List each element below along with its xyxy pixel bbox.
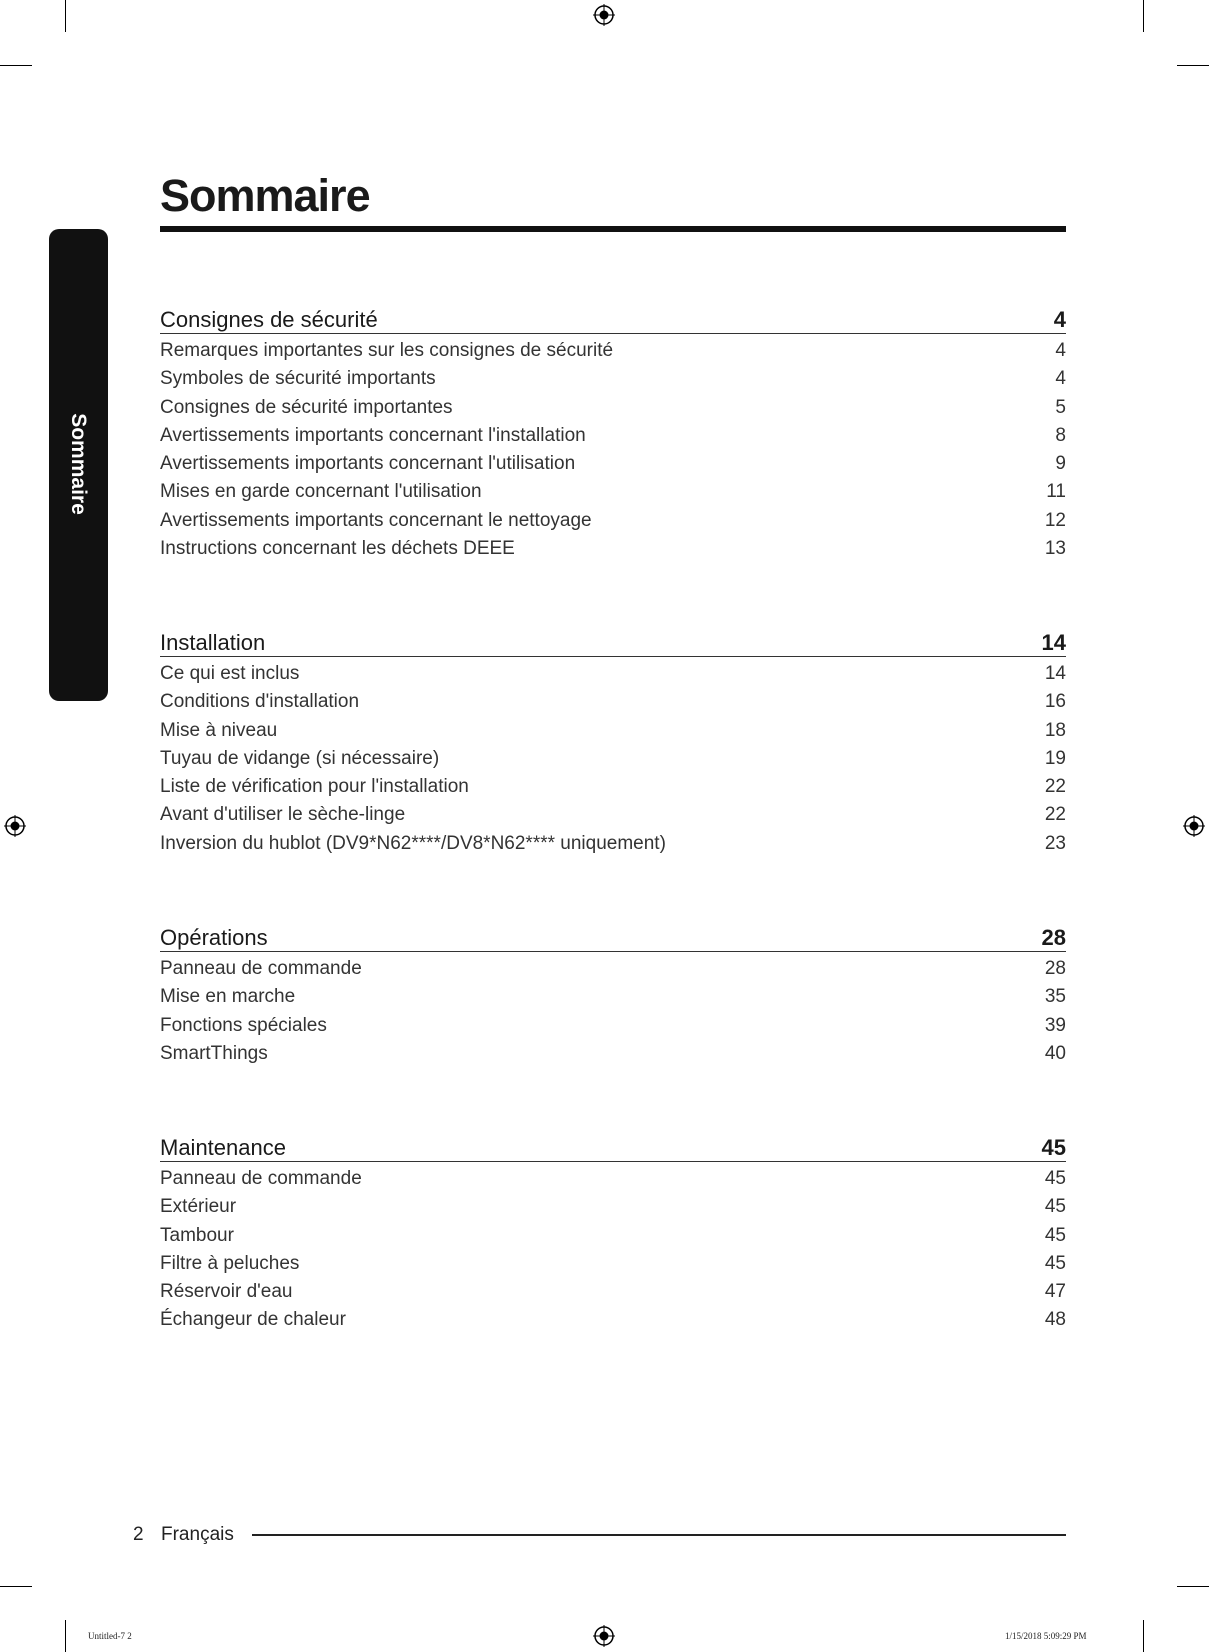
entry-label: Mise en marche bbox=[160, 986, 296, 1008]
entry-label: Ce qui est inclus bbox=[160, 663, 300, 684]
entry-label: Extérieur bbox=[160, 1196, 237, 1218]
entry-page: 11 bbox=[1046, 481, 1066, 503]
toc-entry[interactable] bbox=[160, 422, 1066, 450]
crop-mark bbox=[1177, 65, 1209, 66]
crop-mark bbox=[65, 1620, 66, 1652]
entry-page: 18 bbox=[1044, 719, 1066, 741]
entry-label: Échangeur de chaleur bbox=[160, 1309, 346, 1331]
entry-page: 4 bbox=[1055, 340, 1066, 361]
section-page: 45 bbox=[1041, 1135, 1066, 1160]
crop-mark bbox=[1143, 0, 1144, 32]
entry-label: Inversion du hublot (DV9*N62****/DV8*N62**** uniquement) bbox=[160, 832, 666, 854]
entry-page: 4 bbox=[1055, 368, 1066, 390]
toc-entry[interactable] bbox=[160, 450, 1066, 478]
entry-label: Filtre à peluches bbox=[160, 1252, 300, 1274]
entry-page: 45 bbox=[1044, 1168, 1066, 1189]
toc-entry[interactable] bbox=[160, 1278, 1066, 1306]
toc-entry[interactable] bbox=[160, 478, 1066, 506]
crop-mark bbox=[0, 1586, 32, 1587]
entry-label: Panneau de commande bbox=[160, 1168, 362, 1189]
entry-label: Symboles de sécurité importants bbox=[160, 368, 436, 390]
toc-entry[interactable] bbox=[160, 773, 1066, 801]
entry-label: Mise à niveau bbox=[160, 719, 278, 741]
entry-page: 22 bbox=[1044, 804, 1066, 826]
toc-entry[interactable] bbox=[160, 535, 1066, 563]
entry-page: 39 bbox=[1044, 1014, 1066, 1036]
toc-section-safety bbox=[160, 299, 1066, 563]
section-heading[interactable] bbox=[160, 299, 1066, 334]
entry-page: 14 bbox=[1044, 663, 1066, 684]
entry-page: 35 bbox=[1044, 986, 1066, 1008]
toc-entry[interactable] bbox=[160, 1306, 1066, 1334]
toc-entry[interactable] bbox=[160, 1222, 1066, 1250]
toc-section-installation bbox=[160, 622, 1066, 858]
side-tab-label: Sommaire bbox=[67, 413, 90, 515]
toc-entry[interactable] bbox=[160, 688, 1066, 716]
entry-label: Conditions d'installation bbox=[160, 691, 360, 713]
title-rule bbox=[160, 226, 1066, 232]
registration-mark-icon bbox=[1183, 815, 1205, 837]
entry-page: 5 bbox=[1055, 396, 1066, 418]
toc-entry[interactable] bbox=[160, 745, 1066, 773]
toc-entry[interactable] bbox=[160, 1040, 1066, 1068]
toc-entry[interactable] bbox=[160, 717, 1066, 745]
entry-page: 48 bbox=[1044, 1309, 1066, 1331]
entry-label: Tuyau de vidange (si nécessaire) bbox=[160, 747, 440, 769]
toc-entry[interactable] bbox=[160, 337, 1066, 365]
entry-page: 45 bbox=[1044, 1224, 1066, 1246]
registration-mark-icon bbox=[593, 1625, 615, 1647]
page-footer bbox=[133, 1520, 1066, 1550]
toc-entry[interactable] bbox=[160, 1012, 1066, 1040]
entry-label: Fonctions spéciales bbox=[160, 1014, 327, 1036]
entry-page: 45 bbox=[1044, 1252, 1066, 1274]
toc-entry[interactable] bbox=[160, 801, 1066, 829]
entry-page: 22 bbox=[1044, 776, 1066, 798]
language-label: Français bbox=[161, 1524, 234, 1545]
toc-entry[interactable] bbox=[160, 365, 1066, 393]
print-slug-right: 1/15/2018 5:09:29 PM bbox=[1005, 1631, 1087, 1641]
entry-page: 23 bbox=[1044, 832, 1066, 854]
entry-page: 8 bbox=[1055, 424, 1066, 446]
toc-section-maintenance bbox=[160, 1127, 1066, 1335]
registration-mark-icon bbox=[4, 815, 26, 837]
section-page: 4 bbox=[1053, 307, 1066, 332]
section-title: Consignes de sécurité bbox=[160, 307, 378, 332]
crop-mark bbox=[65, 0, 66, 32]
entry-page: 13 bbox=[1044, 538, 1066, 560]
section-heading[interactable] bbox=[160, 622, 1066, 657]
entry-page: 12 bbox=[1044, 509, 1066, 531]
entry-label: Liste de vérification pour l'installation bbox=[160, 776, 469, 798]
entry-page: 9 bbox=[1055, 453, 1066, 475]
toc-section-operations bbox=[160, 917, 1066, 1068]
entry-page: 47 bbox=[1044, 1281, 1066, 1303]
section-heading[interactable] bbox=[160, 917, 1066, 952]
entry-page: 28 bbox=[1044, 958, 1066, 979]
page-title: Sommaire bbox=[160, 170, 370, 221]
entry-label: Mises en garde concernant l'utilisation bbox=[160, 481, 482, 503]
section-page: 14 bbox=[1041, 630, 1066, 655]
toc-entry[interactable] bbox=[160, 1193, 1066, 1221]
entry-label: Réservoir d'eau bbox=[160, 1281, 293, 1303]
section-heading[interactable] bbox=[160, 1127, 1066, 1162]
entry-label: Avertissements importants concernant l'installation bbox=[160, 424, 586, 446]
toc-entry[interactable] bbox=[160, 507, 1066, 535]
page-number: 2 bbox=[133, 1524, 144, 1545]
toc-entry[interactable] bbox=[160, 983, 1066, 1011]
toc-entry[interactable] bbox=[160, 1165, 1066, 1193]
section-title: Installation bbox=[160, 630, 266, 655]
section-page: 28 bbox=[1041, 925, 1066, 950]
entry-label: Panneau de commande bbox=[160, 958, 362, 979]
footer-rule bbox=[252, 1534, 1066, 1536]
entry-label: Instructions concernant les déchets DEEE bbox=[160, 538, 515, 560]
crop-mark bbox=[1143, 1620, 1144, 1652]
crop-mark bbox=[1177, 1586, 1209, 1587]
toc-entry[interactable] bbox=[160, 394, 1066, 422]
entry-label: Remarques importantes sur les consignes de sécurité bbox=[160, 340, 614, 361]
crop-mark bbox=[0, 65, 32, 66]
print-slug-left: Untitled-7 2 bbox=[88, 1631, 132, 1641]
entry-page: 16 bbox=[1044, 691, 1066, 713]
toc-entry[interactable] bbox=[160, 660, 1066, 688]
section-title: Opérations bbox=[160, 925, 268, 950]
entry-label: Avertissements importants concernant le nettoyage bbox=[160, 509, 592, 531]
registration-mark-icon bbox=[593, 4, 615, 26]
entry-page: 45 bbox=[1044, 1196, 1066, 1218]
entry-page: 40 bbox=[1044, 1042, 1066, 1064]
entry-label: Tambour bbox=[160, 1224, 234, 1246]
entry-label: SmartThings bbox=[160, 1042, 268, 1064]
entry-label: Consignes de sécurité importantes bbox=[160, 396, 453, 418]
entry-page: 19 bbox=[1044, 747, 1066, 769]
entry-label: Avant d'utiliser le sèche-linge bbox=[160, 804, 406, 826]
toc-entry[interactable] bbox=[160, 955, 1066, 983]
entry-label: Avertissements importants concernant l'utilisation bbox=[160, 453, 576, 475]
toc-entry[interactable] bbox=[160, 830, 1066, 858]
section-title: Maintenance bbox=[160, 1135, 286, 1160]
toc-entry[interactable] bbox=[160, 1250, 1066, 1278]
